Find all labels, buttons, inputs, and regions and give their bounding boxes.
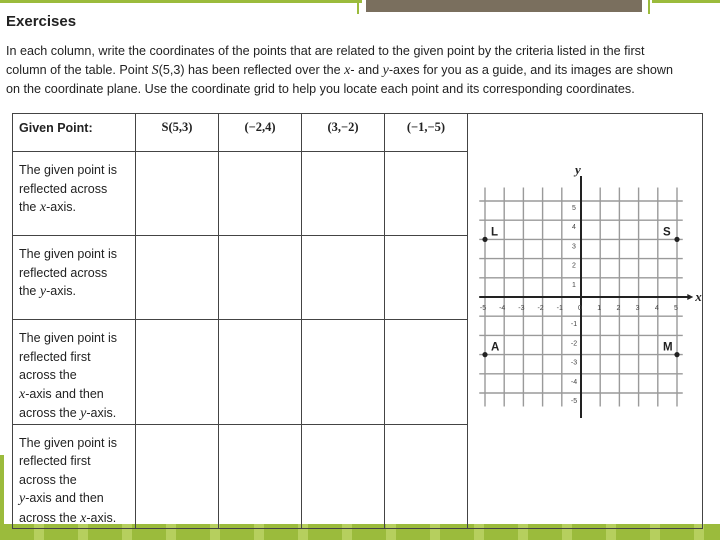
point-label-M: M bbox=[663, 341, 673, 354]
answer-cell[interactable] bbox=[136, 152, 219, 236]
criteria-x-then-y: The given point is reflected first across the x-axis and then across the y-axis. bbox=[13, 320, 136, 425]
frame-right-line bbox=[648, 0, 650, 14]
answer-cell[interactable] bbox=[219, 320, 302, 425]
frame-top-left-bar bbox=[0, 0, 362, 3]
x-tick-label: 5 bbox=[674, 305, 678, 312]
point-M bbox=[674, 352, 679, 357]
answer-cell[interactable] bbox=[302, 320, 385, 425]
answer-cell[interactable] bbox=[385, 320, 468, 425]
x-tick-label: 1 bbox=[597, 305, 602, 312]
answer-cell[interactable] bbox=[219, 152, 302, 236]
frame-left-edge bbox=[0, 455, 4, 525]
frame-left-line bbox=[357, 0, 359, 14]
point-A bbox=[482, 352, 487, 357]
point-S bbox=[674, 237, 679, 242]
top-tab bbox=[366, 0, 642, 12]
y-tick-label: -1 bbox=[570, 321, 578, 329]
answer-cell[interactable] bbox=[136, 236, 219, 320]
answer-cell[interactable] bbox=[302, 236, 385, 320]
criteria-y-axis: The given point is reflected across the y-axis. bbox=[13, 236, 136, 320]
frame-top-right-bar bbox=[652, 0, 720, 3]
answer-cell[interactable] bbox=[219, 424, 302, 529]
y-axis-label: y bbox=[575, 162, 581, 178]
page-title: Exercises bbox=[6, 13, 77, 30]
x-tick-label: 2 bbox=[616, 305, 621, 312]
x-axis-arrow bbox=[687, 294, 693, 300]
answer-cell[interactable] bbox=[385, 152, 468, 236]
exercise-table bbox=[12, 113, 703, 529]
criteria-y-then-x: The given point is reflected first across the y-axis and then across the x-axis. bbox=[13, 424, 136, 529]
y-tick-label: -4 bbox=[570, 378, 578, 386]
answer-cell[interactable] bbox=[302, 424, 385, 529]
point-label-A: A bbox=[491, 341, 500, 354]
point-L bbox=[482, 237, 487, 242]
x-tick-label: -5 bbox=[479, 305, 487, 312]
answer-cell[interactable] bbox=[136, 424, 219, 529]
x-tick-label: -4 bbox=[499, 305, 506, 312]
point-label-L: L bbox=[491, 226, 499, 239]
answer-cell[interactable] bbox=[302, 152, 385, 236]
given-point-3: (3,−2) bbox=[302, 114, 385, 152]
given-point-4: (−1,−5) bbox=[385, 114, 468, 152]
given-point-2: (−2,4) bbox=[219, 114, 302, 152]
x-tick-label: 4 bbox=[654, 305, 659, 312]
answer-cell[interactable] bbox=[136, 320, 219, 425]
answer-cell[interactable] bbox=[385, 424, 468, 529]
x-tick-label: -2 bbox=[537, 305, 544, 312]
answer-cell[interactable] bbox=[385, 236, 468, 320]
y-tick-label: -5 bbox=[570, 398, 578, 405]
instructions: In each column, write the coordinates of the points that are related to the given point by the criteria listed in the first column of the table. Point S(5,3) has been reflected over the x- and y-axes for you as a guide, and its images are shown on the coordinate plane. Use the coordinate grid to help you locate each point and its corresponding coordinates. bbox=[6, 44, 674, 96]
y-tick-label: 2 bbox=[572, 262, 576, 270]
x-axis-label: x bbox=[695, 289, 702, 304]
point-label-S: S bbox=[663, 226, 671, 239]
coordinate-plane-cell bbox=[468, 114, 703, 529]
header-row bbox=[13, 114, 703, 152]
x-tick-label: -1 bbox=[556, 305, 563, 312]
x-tick-label: 3 bbox=[635, 305, 640, 312]
y-tick-label: 5 bbox=[572, 205, 576, 212]
given-point-s: S(5,3) bbox=[136, 114, 219, 152]
criteria-x-axis: The given point is reflected across the x-axis. bbox=[13, 152, 136, 236]
x-tick-label: 0 bbox=[578, 305, 582, 312]
x-tick-label: -3 bbox=[518, 305, 525, 312]
coordinate-plane bbox=[468, 114, 703, 516]
y-tick-label: -2 bbox=[570, 340, 578, 348]
given-point-label: Given Point: bbox=[13, 114, 136, 152]
y-tick-label: -3 bbox=[570, 359, 578, 367]
y-tick-label: 1 bbox=[572, 281, 576, 289]
y-tick-label: 4 bbox=[572, 224, 576, 232]
y-tick-label: 3 bbox=[572, 243, 576, 251]
answer-cell[interactable] bbox=[219, 236, 302, 320]
